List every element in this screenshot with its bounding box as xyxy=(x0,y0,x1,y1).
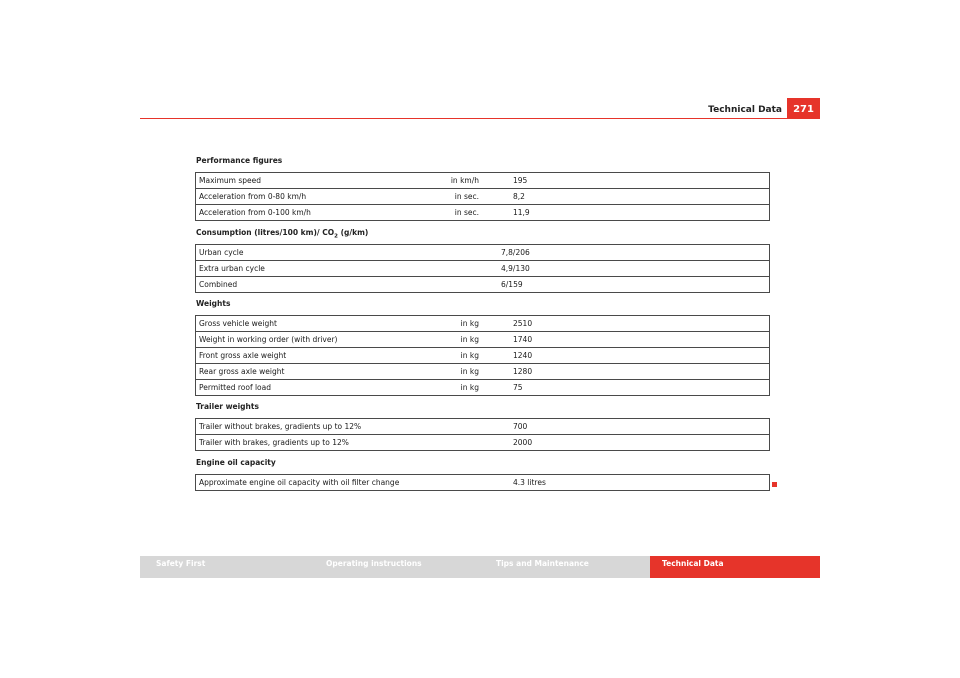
row-label: Rear gross axle weight xyxy=(199,367,285,376)
row-value: 7,8/206 xyxy=(501,248,530,257)
footer-tab-technical-data[interactable]: Technical Data xyxy=(650,556,820,578)
row-label: Approximate engine oil capacity with oil filter change xyxy=(199,478,400,487)
footer-tab-tips-maintenance[interactable]: Tips and Maintenance xyxy=(480,556,650,578)
heading-consumption-subscript: 2 xyxy=(334,233,338,240)
trailer-table xyxy=(195,418,770,451)
row-label: Acceleration from 0-100 km/h xyxy=(199,208,311,217)
row-unit: in km/h xyxy=(450,176,479,185)
table-row xyxy=(196,363,769,379)
row-value: 4.3 litres xyxy=(513,478,546,487)
table-row xyxy=(196,419,769,434)
table-row xyxy=(196,276,769,292)
row-label: Permitted roof load xyxy=(199,383,272,392)
row-value: 1240 xyxy=(513,351,533,360)
table-row xyxy=(196,331,769,347)
row-value: 4,9/130 xyxy=(501,264,530,273)
heading-engine-oil: Engine oil capacity xyxy=(196,458,276,467)
row-value: 1740 xyxy=(513,335,533,344)
row-value: 75 xyxy=(513,383,523,392)
row-value: 8,2 xyxy=(513,192,525,201)
heading-consumption-text: Consumption (litres/100 km)/ CO xyxy=(196,228,335,237)
table-row xyxy=(196,260,769,276)
weights-table xyxy=(195,315,770,396)
footer-tab-safety-first[interactable]: Safety First xyxy=(140,556,310,578)
table-row xyxy=(196,316,769,331)
row-unit: in kg xyxy=(460,335,479,344)
table-row xyxy=(196,188,769,204)
row-unit: in kg xyxy=(460,319,479,328)
header-rule xyxy=(140,118,820,119)
row-value: 1280 xyxy=(513,367,533,376)
row-label: Combined xyxy=(199,280,238,289)
heading-consumption xyxy=(196,228,368,240)
row-label: Front gross axle weight xyxy=(199,351,287,360)
heading-consumption-unit: (g/km) xyxy=(337,228,369,237)
row-label: Weight in working order (with driver) xyxy=(199,335,338,344)
row-value: 700 xyxy=(513,422,528,431)
row-label: Acceleration from 0-80 km/h xyxy=(199,192,307,201)
table-row xyxy=(196,245,769,260)
heading-trailer-weights: Trailer weights xyxy=(196,402,259,411)
row-label: Gross vehicle weight xyxy=(199,319,277,328)
oil-table xyxy=(195,474,770,491)
heading-performance: Performance figures xyxy=(196,156,283,165)
row-label: Maximum speed xyxy=(199,176,261,185)
footer-tab-operating-instructions[interactable]: Operating instructions xyxy=(310,556,480,578)
page-title: Technical Data xyxy=(708,105,782,115)
row-label: Trailer without brakes, gradients up to 12% xyxy=(199,422,362,431)
table-row xyxy=(196,347,769,363)
row-label: Extra urban cycle xyxy=(199,264,265,273)
table-row xyxy=(196,204,769,220)
row-value: 11,9 xyxy=(513,208,530,217)
table-row xyxy=(196,173,769,188)
consumption-table xyxy=(195,244,770,293)
heading-weights: Weights xyxy=(196,299,231,308)
row-value: 2510 xyxy=(513,319,533,328)
row-label: Trailer with brakes, gradients up to 12% xyxy=(199,438,349,447)
table-row xyxy=(196,434,769,450)
row-value: 195 xyxy=(513,176,528,185)
table-row xyxy=(196,379,769,395)
performance-table xyxy=(195,172,770,221)
row-value: 2000 xyxy=(513,438,533,447)
section-end-marker xyxy=(772,482,777,487)
row-unit: in kg xyxy=(460,351,479,360)
row-unit: in kg xyxy=(460,367,479,376)
row-unit: in kg xyxy=(460,383,479,392)
row-unit: in sec. xyxy=(454,208,479,217)
row-unit: in sec. xyxy=(454,192,479,201)
table-row xyxy=(196,475,769,490)
row-value: 6/159 xyxy=(501,280,523,289)
row-label: Urban cycle xyxy=(199,248,244,257)
page-number: 271 xyxy=(787,98,820,118)
